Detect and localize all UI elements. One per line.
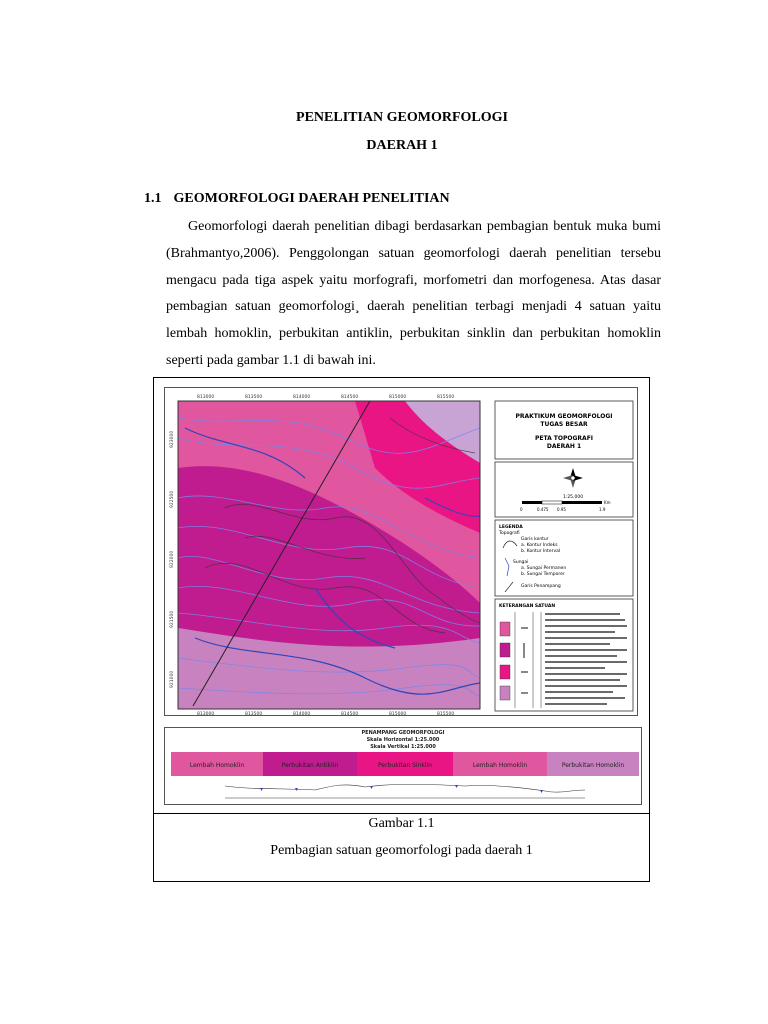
legend-item: Sungai: [513, 560, 529, 565]
x-tick-bottom: 813500: [245, 712, 263, 715]
x-tick: 814000: [293, 395, 311, 400]
legend-item: a. Sungai Permanen: [521, 566, 567, 571]
cross-section-svg: [165, 728, 641, 804]
cross-section-title: PENAMPANG GEOMORFOLOGI: [361, 730, 445, 736]
scale-unit: Km: [604, 500, 611, 505]
caption-divider: [154, 813, 649, 814]
cross-section-scale-h: Skala Horizontal 1:25.000: [366, 737, 440, 743]
unit-description-title: KETERANGAN SATUAN: [499, 604, 556, 609]
x-tick: 814500: [341, 395, 359, 400]
map-title-4: DAERAH 1: [546, 443, 582, 450]
figure-caption-number: Gambar 1.1: [368, 816, 435, 831]
y-tick: 923000: [170, 430, 175, 448]
figure-box: [153, 377, 650, 882]
map-units: [178, 401, 480, 709]
page-subtitle: DAERAH 1: [366, 138, 438, 153]
legend-item: Garis kontur: [521, 537, 549, 542]
y-tick: 922500: [170, 490, 175, 508]
swatch-homoklin-valley: [500, 622, 510, 636]
scale-text: 1:25.000: [562, 495, 584, 500]
scale-tick: 0: [520, 507, 523, 512]
cross-unit-label: Perbukitan Homoklin: [561, 762, 625, 769]
y-tick: 922000: [170, 550, 175, 568]
unit-description-box: [495, 599, 633, 711]
x-tick: 813000: [197, 395, 215, 400]
body-paragraph: [166, 214, 661, 375]
section-heading: [144, 191, 450, 207]
scale-tick: 1.9: [599, 507, 606, 512]
terrain-profile: [225, 784, 585, 798]
legend-title: LEGENDA: [499, 525, 523, 530]
cross-unit-label: Perbukitan Antiklin: [281, 762, 339, 769]
swatch-sinklin: [500, 665, 510, 679]
scale-bar: [522, 501, 602, 504]
x-tick-bottom: 815500: [437, 712, 455, 715]
x-tick-bottom: 814500: [341, 712, 359, 715]
paragraph-text: Geomorfologi daerah penelitian dibagi berdasarkan pembagian bentuk muka bumi (Brahmantyo,2006). Penggolongan satuan geomorfologi daerah penelitian tersebu mengacu pada tiga aspek yaitu morfografi, morfometri dan morfogenesa. Atas dasar pembagian satuan geomorfologi¸ daerah penelitian terbagi menjadi 4 satuan yaitu lembah homoklin, perbukitan antiklin, perbukitan sinklin dan perbukitan homoklin seperti pada gambar 1.1 di bawah ini.: [166, 219, 661, 368]
x-tick: 815500: [437, 395, 455, 400]
scale-tick: 0.475: [537, 507, 549, 512]
y-tick: 921500: [170, 610, 175, 628]
map-title-3: PETA TOPOGRAFI: [534, 435, 594, 442]
x-tick: 813500: [245, 395, 263, 400]
map-title-2: TUGAS BESAR: [540, 421, 588, 428]
map-title-box: [495, 401, 633, 459]
cross-unit-label: Lembah Homoklin: [472, 762, 528, 769]
geomorphology-map: [164, 387, 638, 716]
x-tick-bottom: 813000: [197, 712, 215, 715]
cross-section-scale-v: Skala Vertikal 1:25.000: [370, 744, 436, 750]
section-title: GEOMORFOLOGI DAERAH PENELITIAN: [173, 191, 450, 206]
map-svg: [165, 388, 637, 715]
cross-unit-label: Lembah Homoklin: [189, 762, 245, 769]
x-tick-bottom: 815000: [389, 712, 407, 715]
cross-section-panel: [164, 727, 642, 805]
legend-item: a. Kontur Indeks: [521, 543, 558, 548]
legend-subtitle: Topografi: [499, 531, 520, 536]
scale-tick: 0.95: [557, 507, 566, 512]
legend-item: b. Sungai Temporer: [521, 572, 565, 577]
page-title: PENELITIAN GEOMORFOLOGI: [296, 110, 508, 125]
x-tick: 815000: [389, 395, 407, 400]
cross-unit-label: Perbukitan Sinklin: [378, 762, 432, 769]
x-tick-bottom: 814000: [293, 712, 311, 715]
map-title-1: PRAKTIKUM GEOMORFOLOGI: [515, 413, 613, 420]
legend-item: Garis Penampang: [521, 584, 561, 589]
y-tick: 921000: [170, 670, 175, 688]
swatch-homoklin-hill: [500, 686, 510, 700]
legend-item: b. Kontur Interval: [521, 549, 561, 554]
section-number: 1.1: [144, 191, 162, 206]
figure-caption-text: Pembagian satuan geomorfologi pada daerah 1: [270, 843, 533, 858]
swatch-antiklin: [500, 643, 510, 657]
